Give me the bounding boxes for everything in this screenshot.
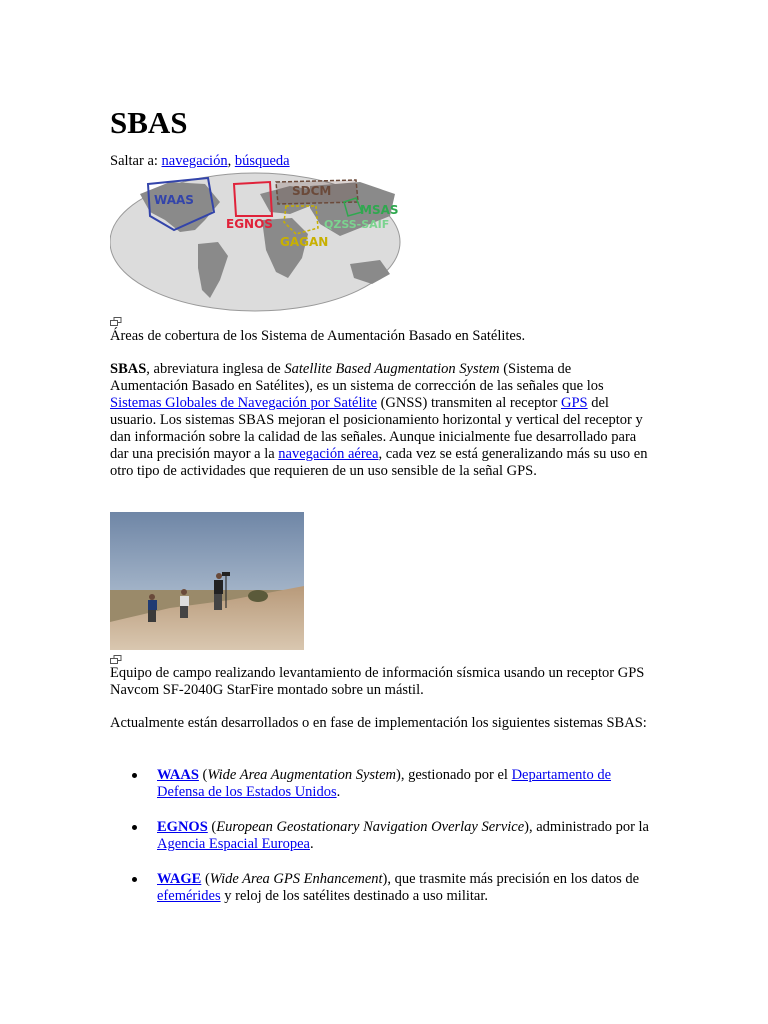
egnos-text: ), administrado por la [524,819,649,835]
intro-term: SBAS [110,361,147,377]
esa-link[interactable]: Agencia Espacial Europea [157,836,310,852]
intro-text-4: del usuario. Los sistemas SBAS mejoran el posicionamiento horizontal y vertical del receptor y dan información sobre la calidad de las señales. Aunque inicialmente fue desarrollado para dar una precisión mayor a la [110,395,643,462]
gps-link[interactable]: GPS [561,395,588,411]
intro-text-1: , abreviatura inglesa de [146,361,285,377]
map-label-gagan: GAGAN [280,235,329,249]
nav-link[interactable]: navegación [161,153,228,169]
map-label-qzss: QZSS-SAIF [324,218,390,231]
paren-open: ( [207,819,217,835]
ephemeris-link[interactable]: efemérides [157,888,221,904]
page-title: SBAS [110,105,188,140]
egnos-end: . [309,836,314,852]
systems-list [110,767,650,905]
wage-link[interactable]: WAGE [157,871,202,887]
enlarge-icon[interactable] [110,317,122,327]
air-navigation-link[interactable]: navegación aérea [278,446,379,462]
wage-full-name: Wide Area GPS Enhancement [209,871,383,887]
map-label-sdcm: SDCM [292,184,332,198]
photo-caption: Equipo de campo realizando levantamiento de información sísmica usando un receptor GPS Navcom SF-2040G StarFire montado sobre un mástil. [110,665,645,698]
coverage-map[interactable] [110,172,410,312]
egnos-link[interactable]: EGNOS [157,819,208,835]
search-link[interactable]: búsqueda [234,153,290,169]
map-label-waas: WAAS [154,193,194,207]
defense-department-link[interactable]: Departamento de Defensa de los Estados Unidos [157,767,612,800]
intro-english-name: Satellite Based Augmentation System [284,361,500,377]
waas-end: . [336,784,341,800]
waas-full-name: Wide Area Augmentation System [207,767,396,783]
intro-text-2: (Sistema de Aumentación Basado en Satélites), es un sistema de corrección de las señales que los [110,361,604,394]
jump-separator: , [227,153,235,169]
map-label-egnos: EGNOS [226,217,273,231]
map-label-msas: MSAS [360,203,399,217]
wage-text: ), que trasmite más precisión en los datos de [382,871,640,887]
coverage-map-figure [110,172,410,327]
list-item [110,767,650,801]
list-item [110,819,650,853]
egnos-full-name: European Geostationary Navigation Overlay Service [216,819,525,835]
intro-text-5: , cada vez se está generalizando más su uso en otro tipo de actividades que requieren de un uso sensible de la señal GPS. [110,446,648,479]
wage-end: y reloj de los satélites destinado a uso militar. [220,888,489,904]
gnss-link[interactable]: Sistemas Globales de Navegación por Satélite [110,395,377,411]
intro-text-3: (GNSS) transmiten al receptor [376,395,561,411]
map-caption: Áreas de cobertura de los Sistema de Aumentación Basado en Satélites. [110,328,526,344]
list-item [110,871,650,905]
enlarge-icon[interactable] [110,655,122,665]
waas-text: ), gestionado por el [395,767,512,783]
jump-prefix: Saltar a: [110,153,162,169]
waas-link[interactable]: WAAS [157,767,199,783]
field-photo-figure [110,512,304,665]
paren-open: ( [201,871,210,887]
jump-links [110,153,650,170]
field-photo[interactable] [110,512,304,650]
intro-paragraph [110,361,650,480]
systems-intro: Actualmente están desarrollados o en fase de implementación los siguientes sistemas SBAS: [110,715,647,731]
paren-open: ( [198,767,208,783]
